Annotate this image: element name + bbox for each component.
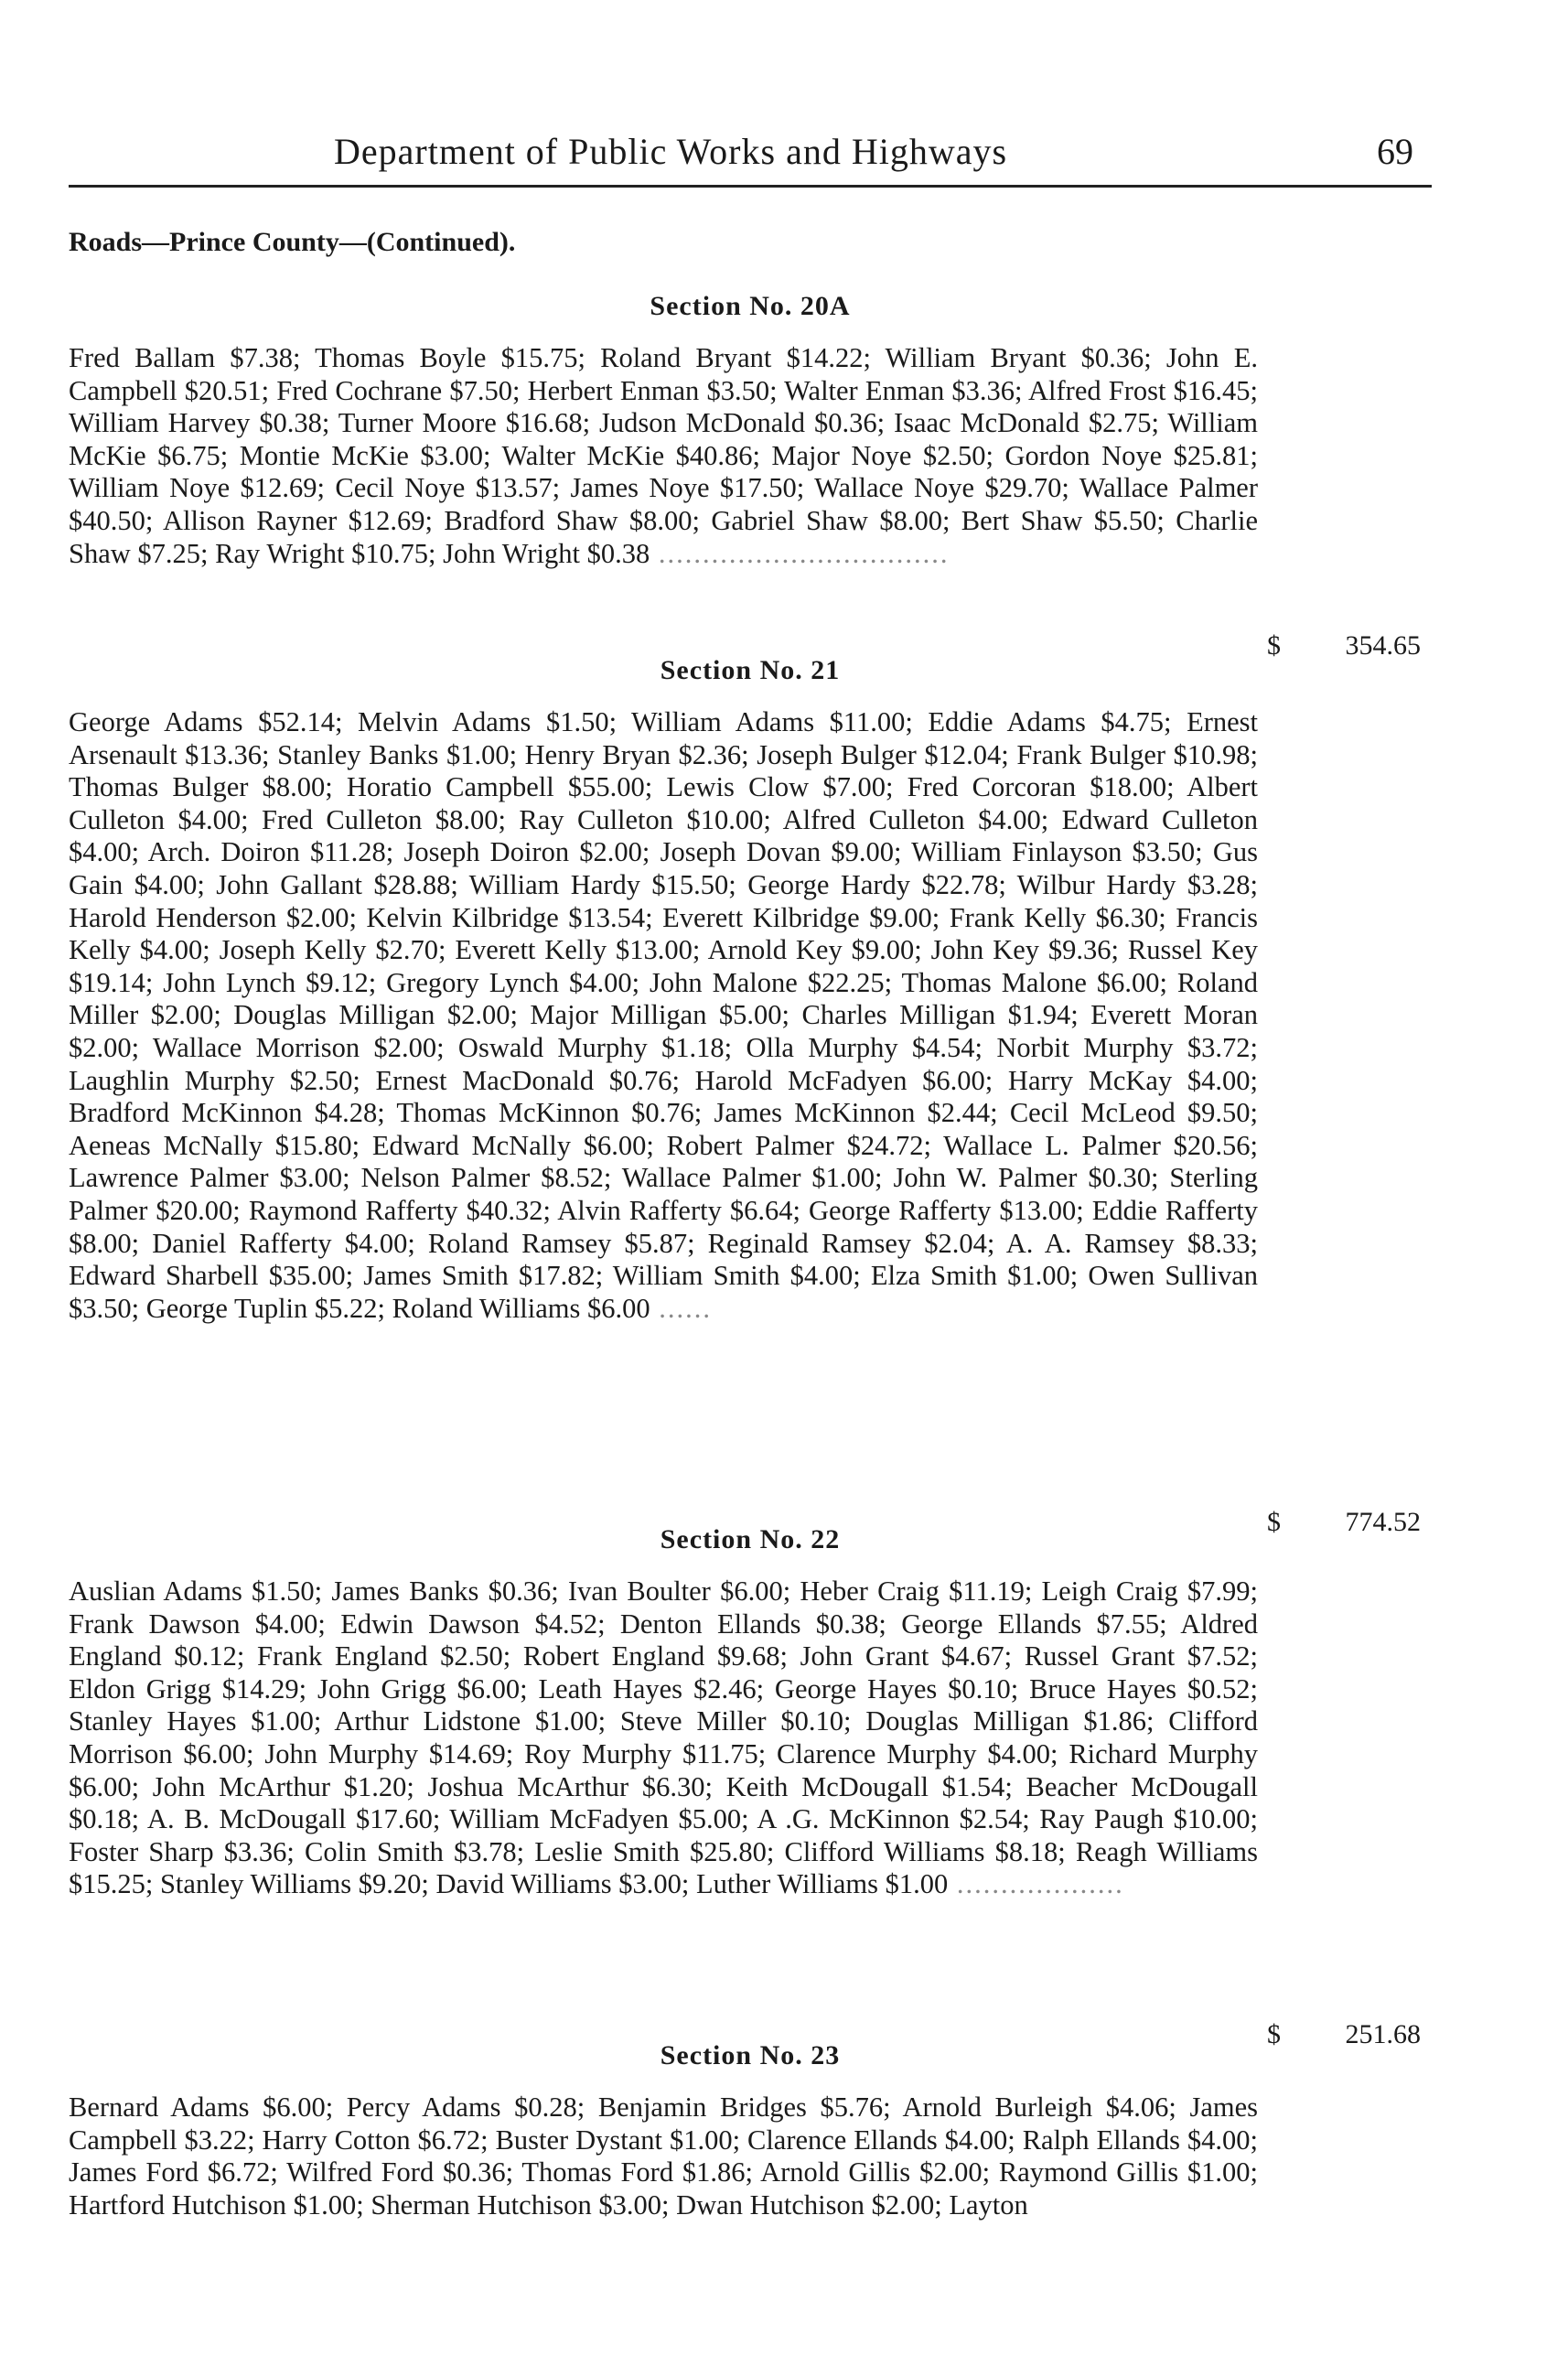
entries-text: Fred Ballam $7.38; Thomas Boyle $15.75; Roland Bryant $14.22; William Bryant $0.36; John E. Campbell $20.51; Fred Cochrane $7.50; Herbert Enman $3.50; Walter Enman $3.36; Alfred Frost $16.45; William Harvey $0.38; Turner Moore $16.68; Judson McDonald $0.36; Isaac McDonald $2.75; William McKie $6.75; Montie McKie $3.00; Walter McKie $40.86; Major Noye $2.50; Gordon Noye $25.81; William Noye $12.69; Cecil Noye $13.57; James Noye $17.50; Wallace Noye $29.70; Wallace Palmer $40.50; Allison Rayner $12.69; Bradford Shaw $8.00; Gabriel Shaw $8.00; Bert Shaw $5.50; Charlie Shaw $7.25; Ray Wright $10.75; John Wright $0.38 [69, 342, 1258, 569]
section-entries [69, 1575, 1258, 1901]
section-entries [69, 2092, 1258, 2221]
section-21 [69, 655, 1432, 1537]
entries-text: Bernard Adams $6.00; Percy Adams $0.28; Benjamin Bridges $5.76; Arnold Burleigh $4.06; James Campbell $3.22; Harry Cotton $6.72; Buster Dystant $1.00; Clarence Ellands $4.00; Ralph Ellands $4.00; James Ford $6.72; Wilfred Ford $0.36; Thomas Ford $1.86; Arnold Gillis $2.00; Raymond Gillis $1.00; Hartford Hutchison $1.00; Sherman Hutchison $3.00; Dwan Hutchison $2.00; Layton [69, 2092, 1258, 2221]
entries-text: Auslian Adams $1.50; James Banks $0.36; Ivan Boulter $6.00; Heber Craig $11.19; Leigh Craig $7.99; Frank Dawson $4.00; Edwin Dawson $4.52; Denton Ellands $0.38; George Ellands $7.55; Aldred England $0.12; Frank England $2.50; Robert England $9.68; John Grant $4.67; Russel Grant $7.52; Eldon Grigg $14.29; John Grigg $6.00; Leath Hayes $2.46; George Hayes $0.10; Bruce Hayes $0.52; Stanley Hayes $1.00; Arthur Lidstone $1.00; Steve Miller $0.10; Douglas Milligan $1.86; Clifford Morrison $6.00; John Murphy $14.69; Roy Murphy $11.75; Clarence Murphy $4.00; Richard Murphy $6.00; John McArthur $1.20; Joshua McArthur $6.30; Keith McDougall $1.54; Beacher McDougall $0.18; A. B. McDougall $17.60; William McFadyen $5.00; A .G. McKinnon $2.54; Ray Paugh $10.00; Foster Sharp $3.36; Colin Smith $3.78; Leslie Smith $25.80; Clifford Williams $8.18; Reagh Williams $15.25; Stanley Williams $9.20; David Williams $3.00; Luther Williams $1.00 [69, 1575, 1258, 1900]
dollar-sign: $ [1267, 2019, 1281, 2049]
page-number: 69 [1377, 131, 1413, 172]
total-amount: 774.52 [1345, 1507, 1421, 1537]
section-entries [69, 706, 1258, 1325]
dollar-sign: $ [1267, 630, 1281, 661]
leader-dots: ................................. [650, 537, 950, 569]
section-22 [69, 1524, 1432, 2049]
total-amount: 251.68 [1345, 2019, 1421, 2049]
section-title: Section No. 23 [660, 2040, 841, 2070]
dollar-sign: $ [1267, 1507, 1281, 1537]
section-title: Section No. 21 [660, 655, 841, 685]
section-entries [69, 342, 1258, 570]
section-title: Section No. 20A [650, 291, 851, 321]
section-23 [69, 2040, 1432, 2315]
section-20a [69, 291, 1432, 661]
leader-dots: ...... [650, 1292, 713, 1324]
page-title: Department of Public Works and Highways [334, 131, 1008, 172]
entries-text: George Adams $52.14; Melvin Adams $1.50; William Adams $11.00; Eddie Adams $4.75; Ernest Arsenault $13.36; Stanley Banks $1.00; Henry Bryan $2.36; Joseph Bulger $12.04; Frank Bulger $10.98; Thomas Bulger $8.00; Horatio Campbell $55.00; Lewis Clow $7.00; Fred Corcoran $18.00; Albert Culleton $4.00; Fred Culleton $8.00; Ray Culleton $10.00; Alfred Culleton $4.00; Edward Culleton $4.00; Arch. Doiron $11.28; Joseph Doiron $2.00; Joseph Dovan $9.00; William Finlayson $3.50; Gus Gain $4.00; John Gallant $28.88; William Hardy $15.50; George Hardy $22.78; Wilbur Hardy $3.28; Harold Henderson $2.00; Kelvin Kilbridge $13.54; Everett Kilbridge $9.00; Frank Kelly $6.30; Francis Kelly $4.00; Joseph Kelly $2.70; Everett Kelly $13.00; Arnold Key $9.00; John Key $9.36; Russel Key $19.14; John Lynch $9.12; Gregory Lynch $4.00; John Malone $22.25; Thomas Malone $6.00; Roland Miller $2.00; Douglas Milligan $2.00; Major Milligan $5.00; Charles Milligan $1.94; Everett Moran $2.00; Wallace Morrison $2.00; Oswald Murphy $1.18; Olla Murphy $4.54; Norbit Murphy $3.72; Laughlin Murphy $2.50; Ernest MacDonald $0.76; Harold McFadyen $6.00; Harry McKay $4.00; Bradford McKinnon $4.28; Thomas McKinnon $0.76; James McKinnon $2.44; Cecil McLeod $9.50; Aeneas McNally $15.80; Edward McNally $6.00; Robert Palmer $24.72; Wallace L. Palmer $20.56; Lawrence Palmer $3.00; Nelson Palmer $8.52; Wallace Palmer $1.00; John W. Palmer $0.30; Sterling Palmer $20.00; Raymond Rafferty $40.32; Alvin Rafferty $6.64; George Rafferty $13.00; Eddie Rafferty $8.00; Daniel Rafferty $4.00; Roland Ramsey $5.87; Reginald Ramsey $2.04; A. A. Ramsey $8.33; Edward Sharbell $35.00; James Smith $17.82; William Smith $4.00; Elza Smith $1.00; Owen Sullivan $3.50; George Tuplin $5.22; Roland Williams $6.00 [69, 706, 1258, 1324]
continued-heading: Roads—Prince County—(Continued). [69, 227, 516, 257]
leader-dots: ................... [948, 1868, 1124, 1900]
running-header [69, 130, 1432, 188]
total-amount: 354.65 [1345, 630, 1421, 661]
section-title: Section No. 22 [660, 1524, 841, 1554]
